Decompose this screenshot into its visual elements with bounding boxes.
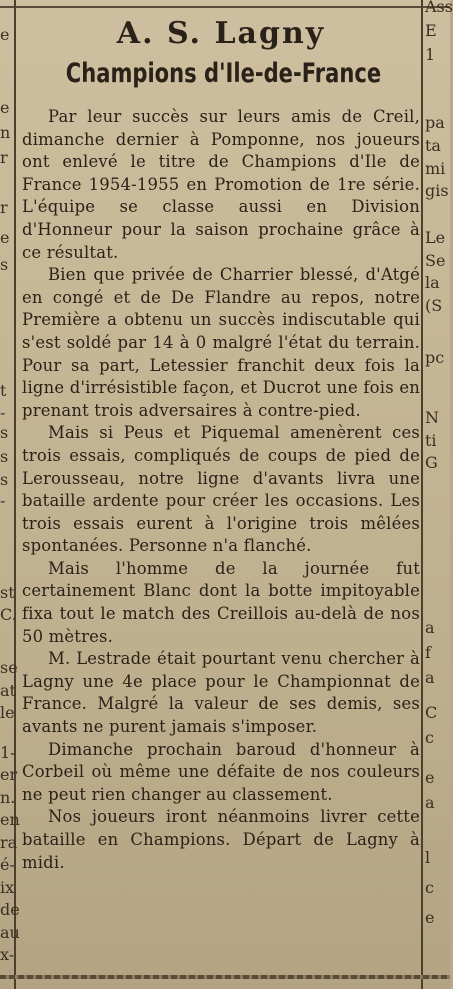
- fragment: Se: [425, 251, 446, 270]
- fragment: at: [0, 681, 16, 700]
- fragment: C: [425, 703, 438, 722]
- fragment: mi: [425, 159, 446, 178]
- article-paragraph: Bien que privée de Charrier blessé, d'Atgé en congé et de De Flandre au repos, notre Première a obtenu un succès indiscutable qui s'est soldé par 14 à 0 malgré l'état du terrain. Pour sa part, Letessier franchit deux fois la ligne d'irrésistible façon, et Ducrot une fois en prenant trois adversaires à contre-pied.: [22, 265, 420, 420]
- fragment: a: [425, 618, 435, 637]
- fragment: a: [425, 793, 435, 812]
- fragment: s: [0, 255, 9, 274]
- fragment: le: [0, 703, 15, 722]
- fragment: au: [0, 923, 20, 942]
- fragment: se: [0, 658, 18, 677]
- fragment: la: [425, 273, 440, 292]
- fragment: é-: [0, 855, 15, 874]
- article-paragraph: M. Lestrade était pourtant venu chercher à Lagny une 4e place pour le Championnat de France. Malgré la valeur de ses demis, ses avants ne purent jamais s'imposer.: [22, 649, 420, 737]
- article-paragraph: Mais l'homme de la journée fut certainement Blanc dont la botte impitoyable fixa tout le match des Creillois au-delà de nos 50 mètres.: [22, 558, 420, 646]
- fragment: n: [0, 123, 11, 142]
- fragment: x-: [0, 945, 15, 964]
- fragment: n.: [0, 788, 16, 807]
- fragment: ra: [0, 833, 18, 852]
- article-paragraph: Nos joueurs iront néanmoins livrer cette bataille en Champions. Départ de Lagny à midi.: [22, 807, 420, 872]
- bottom-rule: [0, 975, 450, 979]
- fragment: pc: [425, 348, 445, 367]
- fragment: e: [0, 98, 10, 117]
- fragment: e: [0, 228, 10, 247]
- fragment: -: [0, 403, 6, 422]
- fragment: N: [425, 408, 439, 427]
- fragment: G: [425, 453, 438, 472]
- fragment: de: [0, 900, 20, 919]
- fragment: Le: [425, 228, 446, 247]
- fragment: -: [0, 491, 6, 510]
- fragment: C.: [0, 605, 17, 624]
- fragment: ti: [425, 431, 437, 450]
- right-column-rule: [421, 0, 423, 989]
- fragment: c: [425, 728, 434, 747]
- article-paragraph: Mais si Peus et Piquemal amenèrent ces trois essais, compliqués de coups de pied de Lerousseau, notre ligne d'avants livra une bataille ardente pour créer les occasions. Les trois essais eurent à l'origine trois mêlées spontanées. Personne n'a flanché.: [22, 423, 420, 556]
- fragment: t: [0, 381, 7, 400]
- left-column-fragments: [0, 0, 20, 989]
- fragment: r: [0, 148, 8, 167]
- article-subtitle: Champions d'Ile-de-France: [65, 58, 382, 89]
- fragment: a: [425, 668, 435, 687]
- fragment: en: [0, 810, 20, 829]
- fragment: (S: [425, 296, 443, 315]
- fragment: ix: [0, 878, 15, 897]
- fragment: s: [0, 470, 9, 489]
- fragment: s: [0, 423, 9, 442]
- fragment: f: [425, 643, 431, 662]
- fragment: E: [425, 21, 437, 40]
- fragment: c: [425, 878, 434, 897]
- fragment: gis: [425, 181, 449, 200]
- fragment: st: [0, 583, 15, 602]
- fragment: ta: [425, 136, 441, 155]
- article: [22, 14, 420, 874]
- fragment: s: [0, 447, 9, 466]
- right-column-fragments: [425, 0, 453, 989]
- article-paragraph: Dimanche prochain baroud d'honneur à Corbeil où même une défaite de nos couleurs ne peut rien changer au classement.: [22, 739, 420, 804]
- fragment: e: [425, 768, 435, 787]
- fragment: e: [0, 25, 10, 44]
- fragment: e: [425, 908, 435, 927]
- fragment: l: [425, 848, 431, 867]
- fragment: 1: [425, 45, 436, 64]
- fragment: r: [0, 198, 8, 217]
- top-rule: [0, 6, 450, 8]
- fragment: pa: [425, 113, 445, 132]
- fragment: 1-: [0, 743, 16, 762]
- fragment: er: [0, 765, 18, 784]
- fragment: Ass: [425, 0, 453, 16]
- article-title: A. S. Lagny: [116, 16, 326, 51]
- article-paragraph: Par leur succès sur leurs amis de Creil, dimanche dernier à Pomponne, nos joueurs ont enlevé le titre de Champions d'Ile de France 1954-1955 en Promotion de 1re série. L'équipe se classe aussi en Division d'Honneur pour la saison prochaine grâce à ce résultat.: [22, 107, 420, 262]
